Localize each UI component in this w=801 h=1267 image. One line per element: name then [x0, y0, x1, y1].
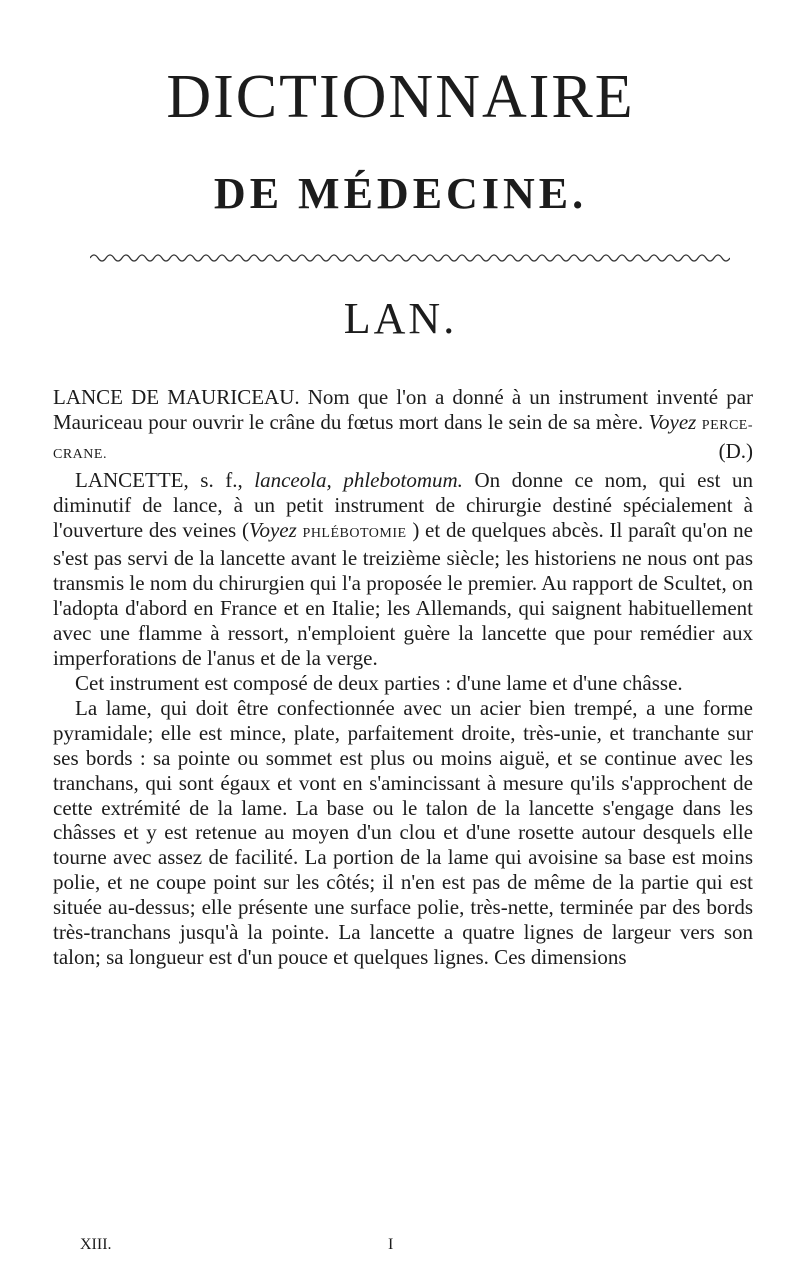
entry-lance-de-mauriceau [53, 385, 753, 468]
article-body [53, 385, 753, 970]
grammar-label: s. f., [200, 467, 243, 492]
paragraph: Cet instrument est composé de deux parties : d'une lame et d'une châsse. [75, 670, 683, 695]
entry-text: On donne ce nom, qui est un diminutif de lance, à un petit instrument de chirurgie destiné spécialement à l'ouverture des veines ( [53, 467, 754, 542]
dictionary-subtitle: DE MÉDECINE. [213, 169, 588, 218]
dictionary-title: DICTIONNAIRE [166, 63, 635, 131]
see-label: Voyez [648, 409, 697, 434]
cross-reference: PERCE-CRANE. [53, 417, 754, 462]
cross-reference: PHLÉBOTOMIE [302, 525, 407, 541]
wavy-divider [90, 252, 730, 264]
signature-mark: I [388, 1236, 394, 1253]
paragraph: La lame, qui doit être confectionnée avec un acier bien trempé, a une forme pyramidale; elle est mince, plate, parfaitement droite, très-unie, et tranchante sur ses bords : sa pointe ou sommet est plus ou moins aiguë, et se continue avec les tranchans, qui sont égaux et vont en s'amincissant à mesure qu'ils s'approchent de cette extrémité de la lame. La base ou le talon de la lancette s'engage dans les châsses et y est retenue au moyen d'un clou et d'une rosette autour desquels elle tourne avec assez de facilité. La portion de la lame qui avoisine sa base est moins polie, et ne coupe point sur les côtés; il n'en est pas de même de la partie qui est située au-dessus; elle présente une surface polie, très-nette, terminée par des bords très-tranchans jusqu'à la pointe. La lancette a quatre lignes de largeur vers son talon; sa longueur est d'un pouce et quelques lignes. Ces dimensions [53, 695, 753, 969]
entry-text: ) et de quelques abcès. Il paraît qu'on ne s'est pas servi de la lancette avant le treizième siècle; les historiens ne nous ont pas transmis le nom du chirurgien qui l'a proposée le premier. Au rapport de Scultet, on l'adopta d'abord en France et en Italie; les Allemands, qui saignent habituellement avec une flamme à ressort, n'emploient guère la lancette que pour remédier aux imperforations de l'anus et de la verge. [53, 517, 754, 671]
volume-number: XIII. [80, 1236, 112, 1253]
entry-lancette [53, 468, 753, 671]
entry-headword: LANCE DE MAURICEAU. [53, 385, 300, 409]
entry-text: Nom que l'on a donné à un instrument inventé par Mauriceau pour ouvrir le crâne du fœtus mort dans le sein de sa mère. [53, 385, 754, 434]
latin-terms: lanceola, phlebotomum. [254, 467, 463, 492]
author-initial: (D.) [718, 438, 753, 463]
see-label: Voyez [248, 517, 297, 542]
entry-headword: LANCETTE, [75, 467, 189, 492]
section-heading: LAN. [343, 294, 458, 343]
